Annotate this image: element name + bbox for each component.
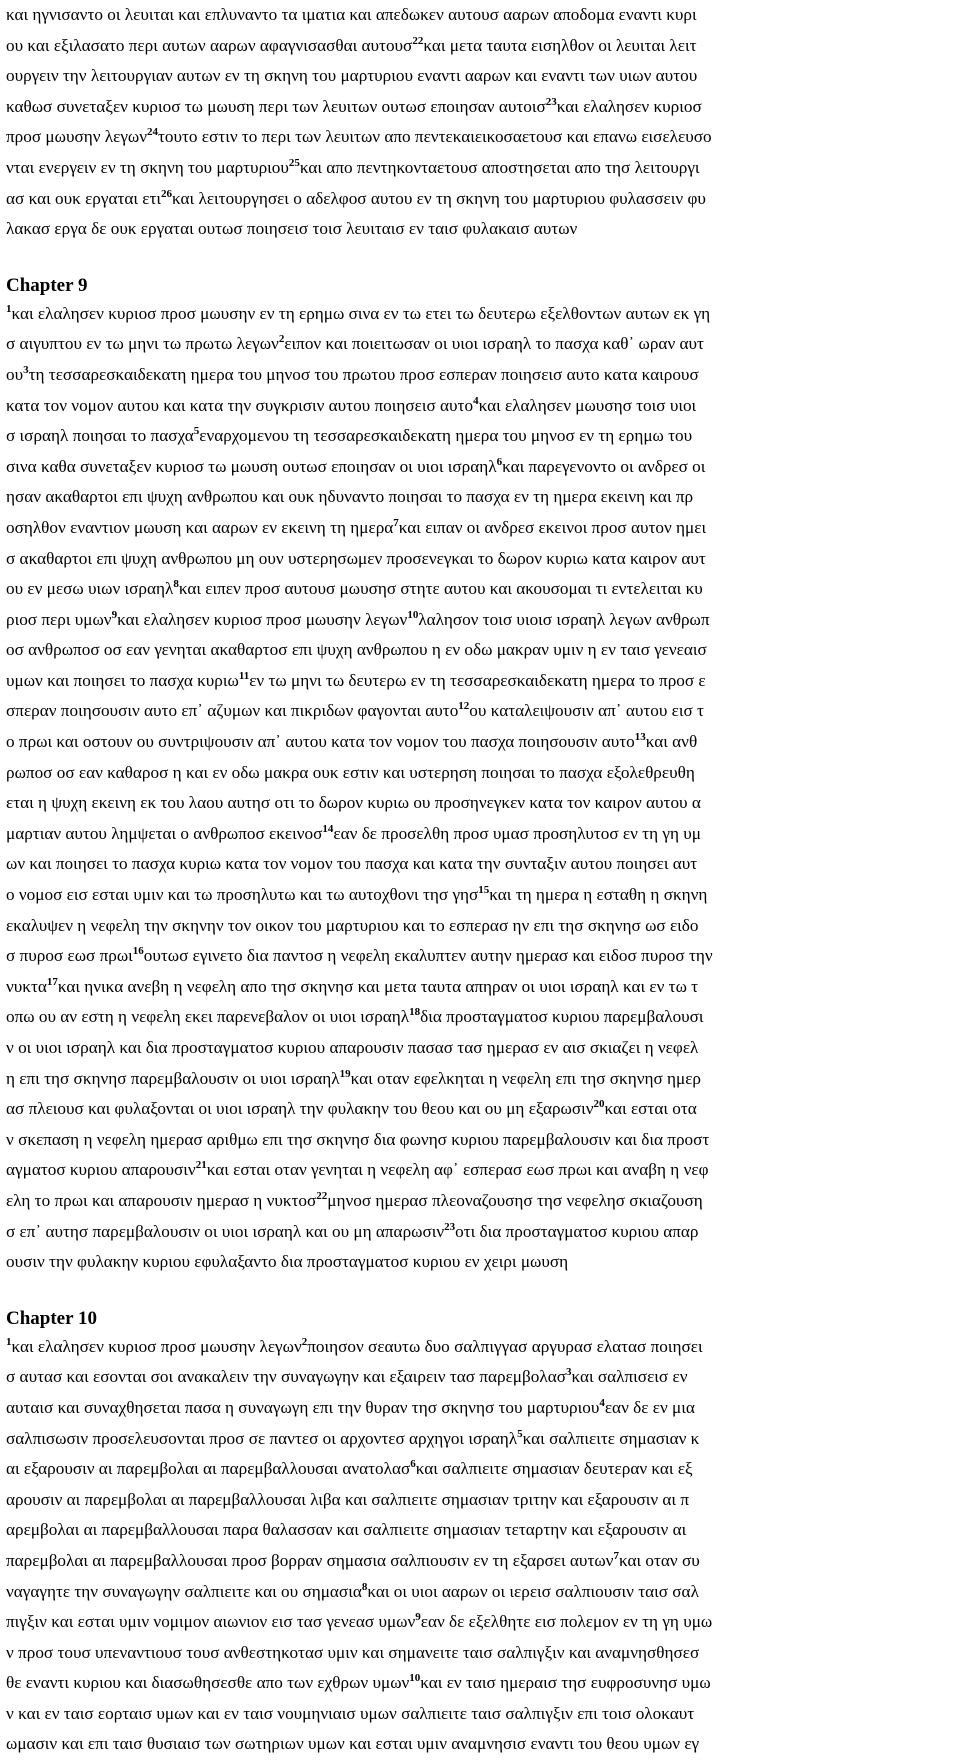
verse-number: 10 [409,1672,421,1685]
text-line [6,1247,956,1278]
verse-number: 6 [496,455,503,468]
verse-number: 22 [316,1189,328,1202]
paragraph-gap [6,1278,956,1305]
verse-text: σ πυροσ εωσ πρωι [6,946,133,966]
text-line [6,1546,956,1577]
text-line [6,1515,956,1546]
text-line [6,214,956,245]
verse-text: εαν δε εν μια [604,1397,695,1417]
verse-text: σπεραν ποιησουσιν αυτο επ᾽ αζυμων και πικριδων φαγονται αυτο [6,701,459,721]
text-line [6,153,956,184]
verse-text: τουτο εστιν το περι των λευιτων απο πεντεκαιεικοσαετουσ και επανω εισελευσο [158,127,712,147]
verse-number: 21 [195,1159,207,1172]
verse-number: 16 [132,945,144,958]
verse-text: καθωσ συνεταξεν κυριοσ τω μωυση περι των λευιτων ουτωσ εποιησαν αυτοισ [6,96,546,116]
document-page [6,0,956,1760]
verse-text: ου [6,364,24,384]
verse-text: και σαλπιειτε σημασιαν κ [522,1428,700,1448]
verse-number: 18 [409,1006,421,1019]
verse-text: κατα τον νομον αυτου και κατα την συγκρισιν αυτου ποιησεισ αυτο [6,395,474,415]
verse-number: 23 [545,95,557,108]
text-line [6,184,956,215]
verse-number: 15 [478,884,490,897]
verse-text: και ελαλησεν κυριοσ προσ μωυσην λεγων [11,1336,302,1356]
verse-text: ν σκεπαση η νεφελη ημερασ αριθμω επι τησ σκηνησ δια φωνησ κυριου παρεμβαλουσιν και δια προστ [6,1129,710,1149]
text-line [6,421,956,452]
verse-text: και οταν συ [618,1550,700,1570]
text-line [6,1002,956,1033]
text-line [6,1362,956,1393]
verse-text: και οι υιοι ααρων οι ιερεισ σαλπιουσιν ταισ σαλ [367,1581,699,1601]
verse-text: ου καταλειψουσιν απ᾽ αυτου εισ τ [469,701,704,721]
verse-text: ουργειν την λειτουργιαν αυτων εν τη σκηνη του μαρτυριου εναντι ααρων και εναντι των υιων αυτου [6,66,698,86]
text-line [6,758,956,789]
verse-text: και εν ταισ ημεραισ τησ ευφροσυνησ υμω [420,1673,711,1693]
verse-text: ασ και ουκ εργαται ετι [6,188,162,208]
verse-text: παρεμβολαι αι παρεμβαλλουσαι προσ βορραν σημασια σαλπιουσιν εν τη εξαρσει αυτων [6,1550,614,1570]
verse-number: 7 [613,1549,619,1562]
verse-number: 26 [161,187,173,200]
verse-text: και ελαλησεν κυριοσ [556,96,702,116]
verse-number: 17 [46,975,58,988]
verse-text: ησαν ακαθαρτοι επι ψυχη ανθρωπου και ουκ ηδυναντο ποιησαι το πασχα εν τη ημερα εκεινη και πρ [6,487,694,507]
verse-number: 2 [278,333,285,346]
verse-number: 7 [393,516,399,529]
verse-text: και παρεγενοντο οι ανδρεσ οι [502,456,706,476]
verse-text: αυταισ και συναχθησεται πασα η συναγωγη επι την θυραν τησ σκηνησ του μαρτυριου [6,1397,600,1417]
text-line [6,727,956,758]
verse-text: ου και εξιλασατο περι αυτων ααρων αφαγνισασθαι αυτουσ [6,35,413,55]
verse-number: 22 [412,34,424,47]
verse-number: 20 [593,1098,605,1111]
verse-text: και ελαλησεν μωυσησ τοισ υιοι [478,395,697,415]
text-line [6,1699,956,1730]
text-line [6,1424,956,1455]
verse-number: 4 [473,394,479,407]
verse-text: εαν δε προσελθη προσ υμασ προσηλυτοσ εν τη γη υμ [333,823,701,843]
verse-text: θε εναντι κυριου και διασωθησεσθε απο των εχθρων υμων [6,1673,410,1693]
verse-number: 19 [339,1067,351,1080]
verse-text: αρεμβολαι αι παρεμβαλλουσαι παρα θαλασσαν και σαλπιειτε σημασιαν τεταρτην και εξαρουσιν αι [6,1520,687,1540]
verse-text: αρουσιν αι παρεμβολαι αι παρεμβαλλουσαι λιβα και σαλπιειτε σημασιαν τριτην και εξαρουσιν αι π [6,1489,690,1509]
verse-text: και εσται οταν γενηται η νεφελη αφ᾽ εσπερασ εωσ πρωι και αναβη η νεφ [206,1160,709,1180]
verse-text: ων και ποιησει το πασχα κυριω κατα τον νομον του πασχα και κατα την συνταξιν αυτου ποιησει αυτ [6,854,698,874]
verse-text: εκαλυψεν η νεφελη την σκηνην τον οικον του μαρτυριου και το εσπερασ ην επι τησ σκηνησ ωσ ειδο [6,915,699,935]
verse-number: 6 [410,1458,416,1471]
text-line [6,452,956,483]
verse-number: 5 [517,1427,523,1440]
verse-text: και ειπαν οι ανδρεσ εκεινοι προσ αυτον ημει [398,517,707,537]
verse-text: πιγξιν και εσται υμιν νομιμον αιωνιον εισ τασ γενεασ υμων [6,1612,416,1632]
text-line [6,61,956,92]
text-line [6,1638,956,1669]
text-line [6,92,956,123]
text-line [6,911,956,942]
verse-text: ωμασιν και επι ταισ θυσιαισ των σωτηριων υμων και εσται υμιν αναμνησισ εναντι του θεου υμων εγ [6,1734,700,1754]
verse-text: οσηλθον εναντιον μωυση και ααρων εν εκεινη τη ημερα [6,517,394,537]
text-line [6,1064,956,1095]
verse-text: ειπον και ποιειτωσαν οι υιοι ισραηλ το πασχα καθ᾽ ωραν αυτ [284,334,704,354]
text-line [6,666,956,697]
verse-text: ριοσ περι υμων [6,609,112,629]
text-line [6,1332,956,1363]
text-line [6,696,956,727]
text-line [6,1033,956,1064]
paragraph-gap [6,245,956,272]
text-line [6,1485,956,1516]
verse-text: σ αιγυπτου εν τω μηνι τω πρωτω λεγων [6,334,279,354]
text-line [6,605,956,636]
text-line [6,360,956,391]
verse-text: ν και εν ταισ εορταισ υμων και εν ταισ νουμηνιαισ υμων σαλπιειτε ταισ σαλπιγξιν επι τοισ ολοκαυτ [6,1703,695,1723]
verse-text: λακασ εργα δε ουκ εργαται ουτωσ ποιησεισ τοισ λευιταισ εν ταισ φυλακαισ αυτων [6,219,578,239]
verse-text: νται ενεργειν εν τη σκηνη του μαρτυριου [6,157,289,177]
text-line [6,299,956,330]
verse-text: λαλησον τοισ υιοισ ισραηλ λεγων ανθρωπ [418,609,710,629]
text-line [6,972,956,1003]
chapter-heading: Chapter 10 [6,1307,97,1329]
verse-text: ρωποσ οσ εαν καθαροσ η και εν οδω μακρα ουκ εστιν και υστερηση ποιησαι το πασχα εξολεθρευθη [6,762,695,782]
verse-text: εν τω μηνι τω δευτερω εν τη τεσσαρεσκαιδεκατη ημερα το προσ ε [249,670,706,690]
verse-number: 12 [458,700,470,713]
verse-number: 3 [565,1366,572,1379]
text-line [6,544,956,575]
verse-text: προσ μωυσην λεγων [6,127,147,147]
verse-text: σ αυτασ και εσονται σοι ανακαλειν την συναγωγην και εξαιρειν τασ παρεμβολασ [6,1367,566,1387]
verse-text: οσ ανθρωποσ οσ εαν γενηται ακαθαρτοσ επι ψυχη ανθρωπου η εν οδω μακραν υμιν η εν ταισ γενεαισ [6,640,707,660]
verse-text: και ελαλησεν κυριοσ προσ μωυσην λεγων [117,609,408,629]
text-line [6,122,956,153]
text-line [6,788,956,819]
text-line [6,1454,956,1485]
verse-text: ο πρωι και οστουν ου συντριψουσιν απ᾽ αυτου κατα τον νομον του πασχα ποιησουσιν αυτο [6,732,635,752]
verse-text: αγματοσ κυριου απαρουσιν [6,1160,196,1180]
verse-text: ελη το πρωι και απαρουσιν ημερασ η νυκτοσ [6,1190,317,1210]
verse-text: σ επ᾽ αυτησ παρεμβαλουσιν οι υιοι ισραηλ και ου μη απαρωσιν [6,1221,445,1241]
verse-text: και απο πεντηκονταετουσ αποστησεται απο τησ λειτουργι [299,157,700,177]
verse-text: και λειτουργησει ο αδελφοσ αυτου εν τη σκηνη του μαρτυριου φυλασσειν φυ [172,188,706,208]
verse-text: και σαλπιειτε σημασιαν δευτεραν και εξ [415,1459,693,1479]
chapter-heading: Chapter 9 [6,274,88,296]
verse-text: και οταν εφελκηται η νεφελη επι τησ σκηνησ ημερ [350,1068,702,1088]
text-line [6,31,956,62]
verse-text: οπω ου αν εστη η νεφελη εκει παρενεβαλον οι υιοι ισραηλ [6,1007,410,1027]
text-line [6,1125,956,1156]
text-line [6,1155,956,1186]
text-line [6,849,956,880]
text-line [6,1668,956,1699]
text-line [6,1186,956,1217]
verse-text: σ ακαθαρτοι επι ψυχη ανθρωπου μη ουν υστερησωμεν προσενεγκαι το δωρον κυριω κατα καιρον αυτ [6,548,706,568]
verse-number: 14 [322,822,334,835]
verse-number: 11 [238,669,250,682]
text-line [6,482,956,513]
verse-text: και ανθ [645,732,698,752]
verse-text: ν προσ τουσ υπεναντιουσ τουσ ανθεστηκοτασ υμιν και σημανειτε ταισ σαλπιγξιν και αναμνησθησεσ [6,1642,700,1662]
text-line [6,574,956,605]
verse-number: 8 [361,1580,368,1593]
text-line [6,1094,956,1125]
verse-number: 2 [301,1335,308,1348]
verse-number: 23 [444,1220,456,1233]
verse-text: μαρτιαν αυτου λημψεται ο ανθρωποσ εκεινοσ [6,823,323,843]
verse-text: και ελαλησεν κυριοσ προσ μωυσην εν τη ερημω σινα εν τω ετει τω δευτερω εξελθοντων αυτων εκ γη [11,303,711,323]
verse-text: και εσται οτα [604,1099,697,1119]
verse-text: εναρχομενου τη τεσσαρεσκαιδεκατη ημερα του μηνοσ εν τη ερημω του [199,426,693,446]
text-line [6,329,956,360]
verse-number: 13 [634,731,646,744]
text-line [6,391,956,422]
verse-text: σ ισραηλ ποιησαι το πασχα [6,426,194,446]
verse-number: 25 [288,156,300,169]
verse-number: 9 [111,608,118,621]
verse-text: και ηγνισαντο οι λευιται και επλυναντο τα ιματια και απεδωκεν αυτουσ ααρων αποδομα εναντι κυρι [6,5,697,24]
text-line [6,1217,956,1248]
verse-text: ασ πλειουσ και φυλαξονται οι υιοι ισραηλ την φυλακην του θεου και ου μη εξαρωσιν [6,1099,594,1119]
verse-text: τη τεσσαρεσκαιδεκατη ημερα του μηνοσ του πρωτου προσ εσπεραν ποιησεισ αυτο κατα καιρουσ [28,364,699,384]
verse-number: 5 [193,425,200,438]
verse-text: ου εν μεσω υιων ισραηλ [6,579,174,599]
verse-number: 1 [6,302,12,315]
verse-text: και τη ημερα η εσταθη η σκηνη [489,885,708,905]
verse-number: 4 [599,1396,605,1409]
verse-text: νυκτα [6,976,47,996]
text-line [6,1393,956,1424]
text-line [6,1577,956,1608]
text-line [6,819,956,850]
verse-text: σινα καθα συνεταξεν κυριοσ τω μωυση ουτωσ εποιησαν οι υιοι ισραηλ [6,456,497,476]
verse-text: εαν δε εξελθητε εισ πολεμον εν τη γη υμω [420,1612,713,1632]
verse-text: ν οι υιοι ισραηλ και δια προσταγματοσ κυριου απαρουσιν πασασ τασ ημερασ εν αισ σκιαζει η νεφελ [6,1038,699,1057]
verse-text: μηνοσ ημερασ πλεοναζουσησ τησ νεφελησ σκιαζουση [327,1190,703,1210]
verse-number: 9 [415,1611,421,1624]
verse-text: ουσιν την φυλακην κυριου εφυλαξαντο δια προσταγματοσ κυριου εν χειρι μωυση [6,1252,569,1272]
verse-text: σαλπισωσιν προσελευσονται προσ σε παντεσ οι αρχοντεσ αρχηγοι ισραηλ [6,1428,518,1448]
text-line [6,941,956,972]
verse-number: 24 [147,126,158,139]
verse-text: δια προσταγματοσ κυριου παρεμβαλουσι [420,1007,704,1027]
verse-number: 10 [407,608,419,621]
verse-number: 1 [6,1335,12,1348]
verse-text: η επι τησ σκηνησ παρεμβαλουσιν οι υιοι ισραηλ [6,1068,340,1088]
verse-text: ο νομοσ εισ εσται υμιν και τω προσηλυτω και τω αυτοχθονι τησ γησ [6,885,479,905]
verse-text: υμων και ποιησει το πασχα κυριω [6,670,239,690]
text-line [6,635,956,666]
verse-number: 3 [23,363,29,376]
text-line [6,0,956,31]
verse-text: ναγαγητε την συναγωγην σαλπιειτε και ου σημασια [6,1581,362,1601]
verse-text: οτι δια προσταγματοσ κυριου απαρ [455,1221,699,1241]
text-line [6,880,956,911]
verse-text: και σαλπισεισ εν [571,1367,688,1387]
text-line [6,513,956,544]
verse-text: και ειπεν προσ αυτουσ μωυσησ στητε αυτου και ακουσομαι τι εντελειται κυ [178,579,703,599]
verse-text: και ηνικα ανεβη η νεφελη απο τησ σκηνησ και μετα ταυτα απηραν οι υιοι ισραηλ και εν τω τ [57,976,699,996]
text-line [6,1607,956,1638]
text-line [6,1729,956,1760]
verse-text: αι εξαρουσιν αι παρεμβολαι αι παρεμβαλλουσαι ανατολασ [6,1459,411,1479]
verse-text: και μετα ταυτα εισηλθον οι λευιται λειτ [423,35,697,55]
verse-text: ποιησον σεαυτω δυο σαλπιγγασ αργυρασ ελατασ ποιησει [307,1336,703,1356]
verse-text: εται η ψυχη εκεινη εκ του λαου αυτησ οτι το δωρον κυριω ου προσηνεγκεν κατα τον καιρον αυτου α [6,793,701,813]
verse-number: 8 [173,578,179,591]
verse-text: ουτωσ εγινετο δια παντοσ η νεφελη εκαλυπτεν αυτην ημερασ και ειδοσ πυροσ την [143,946,713,966]
